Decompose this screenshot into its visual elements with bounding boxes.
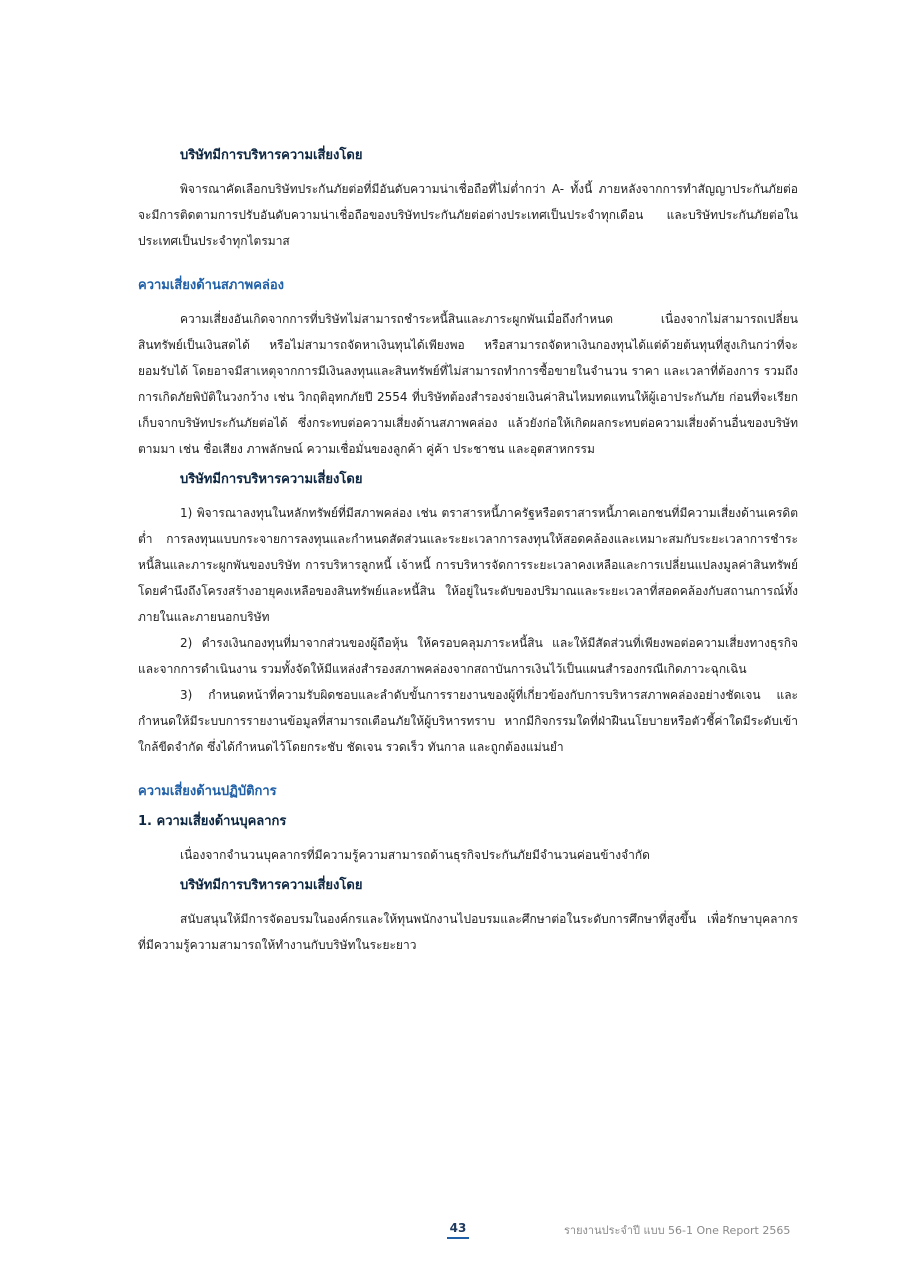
personnel-risk-paragraph: เนื่องจากจำนวนบุคลากรที่มีความรู้ความสามารถด้านธุรกิจประกันภัยมีจำนวนค่อนข้างจำกัด <box>180 848 650 862</box>
liquidity-measure-2: 2) ดำรงเงินกองทุนที่มาจากส่วนของผู้ถือหุ้น ให้ครอบคลุมภาระหนี้สิน และให้มีสัดส่วนที่เพียงพอต่อความเสี่ยงทางธุรกิจและจากการดำเนินงาน รวมทั้งจัดให้มีแหล่งสำรองสภาพคล่องจากสถาบันการเงินไว้เป็นแผนสำรองกรณีเกิดภาวะฉุกเฉิน <box>138 636 798 676</box>
operational-risk-heading: ความเสี่ยงด้านปฏิบัติการ <box>138 784 277 799</box>
page-number: 43 <box>447 1221 469 1239</box>
report-title-footer: รายงานประจำปี แบบ 56-1 One Report 2565 <box>564 1224 791 1237</box>
personnel-risk-heading: 1. ความเสี่ยงด้านบุคลากร <box>138 814 287 829</box>
liquidity-risk-heading: ความเสี่ยงด้านสภาพคล่อง <box>138 278 285 293</box>
personnel-management-heading: บริษัทมีการบริหารความเสี่ยงโดย <box>180 878 363 893</box>
reinsurance-selection-paragraph: พิจารณาคัดเลือกบริษัทประกันภัยต่อที่มีอันดับความน่าเชื่อถือที่ไม่ต่ำกว่า A- ทั้งนี้ ภายหลังจากการทำสัญญาประกันภัยต่อ จะมีการติดตามการปรับอันดับความน่าเชื่อถือของบริษัทประกันภัยต่อต่างประเทศเป็นประจำทุกเดือน และบริษัทประกันภัยต่อในประเทศเป็นประจำทุกไตรมาส <box>138 182 798 248</box>
personnel-management-paragraph: สนับสนุนให้มีการจัดอบรมในองค์กรและให้ทุนพนักงานไปอบรมและศึกษาต่อในระดับการศึกษาที่สูงขึ้น เพื่อรักษาบุคลากรที่มีความรู้ความสามารถให้ทำงานกับบริษัทในระยะยาว <box>138 912 798 952</box>
page-content <box>138 146 798 966</box>
liquidity-measure-3: 3) กำหนดหน้าที่ความรับผิดชอบและลำดับขั้นการรายงานของผู้ที่เกี่ยวข้องกับการบริหารสภาพคล่องอย่างชัดเจน และกำหนดให้มีระบบการรายงานข้อมูลที่สามารถเตือนภัยให้ผู้บริหารทราบ หากมีกิจกรรมใดที่ฝ่าฝืนนโยบายหรือตัวชี้ค่าใดมีระดับเข้าใกล้ขีดจำกัด ซึ่งได้กำหนดไว้โดยกระชับ ชัดเจน รวดเร็ว ทันกาล และถูกต้องแม่นยำ <box>138 688 798 754</box>
liquidity-measure-1: 1) พิจารณาลงทุนในหลักทรัพย์ที่มีสภาพคล่อง เช่น ตราสารหนี้ภาครัฐหรือตราสารหนี้ภาคเอกชนที่มีความเสี่ยงด้านเครดิตต่ำ การลงทุนแบบกระจายการลงทุนและกำหนดสัดส่วนและระยะเวลาการลงทุนให้สอดคล้องและเหมาะสมกับระยะเวลาการชำระหนี้สินและภาระผูกพันของบริษัท การบริหารลูกหนี้ เจ้าหนี้ การบริหารจัดการระยะเวลาคงเหลือและการเปลี่ยนแปลงมูลค่าสินทรัพย์ โดยคำนึงถึงโครงสร้างอายุคงเหลือของสินทรัพย์และหนี้สิน ให้อยู่ในระดับของปริมาณและระยะเวลาที่สอดคล้องกับสถานการณ์ทั้งภายในและภายนอกบริษัท <box>138 506 798 624</box>
risk-management-heading: บริษัทมีการบริหารความเสี่ยงโดย <box>180 148 363 163</box>
liquidity-management-heading: บริษัทมีการบริหารความเสี่ยงโดย <box>180 472 363 487</box>
liquidity-risk-description: ความเสี่ยงอันเกิดจากการที่บริษัทไม่สามารถชำระหนี้สินและภาระผูกพันเมื่อถึงกำหนด เนื่องจากไม่สามารถเปลี่ยนสินทรัพย์เป็นเงินสดได้ หรือไม่สามารถจัดหาเงินทุนได้เพียงพอ หรือสามารถจัดหาเงินกองทุนได้แต่ด้วยต้นทุนที่สูงเกินกว่าที่จะยอมรับได้ โดยอาจมีสาเหตุจากการมีเงินลงทุนและสินทรัพย์ที่ไม่สามารถทำการซื้อขายในจำนวน ราคา และเวลาที่ต้องการ รวมถึงการเกิดภัยพิบัติในวงกว้าง เช่น วิกฤติอุทกภัยปี 2554 ที่บริษัทต้องสำรองจ่ายเงินค่าสินไหมทดแทนให้ผู้เอาประกันภัย ก่อนที่จะเรียกเก็บจากบริษัทประกันภัยต่อได้ ซึ่งกระทบต่อความเสี่ยงด้านสภาพคล่อง แล้วยังก่อให้เกิดผลกระทบต่อความเสี่ยงด้านอื่นของบริษัทตามมา เช่น ชื่อเสียง ภาพลักษณ์ ความเชื่อมั่นของลูกค้า คู่ค้า ประชาชน และอุตสาหกรรม <box>138 312 798 456</box>
